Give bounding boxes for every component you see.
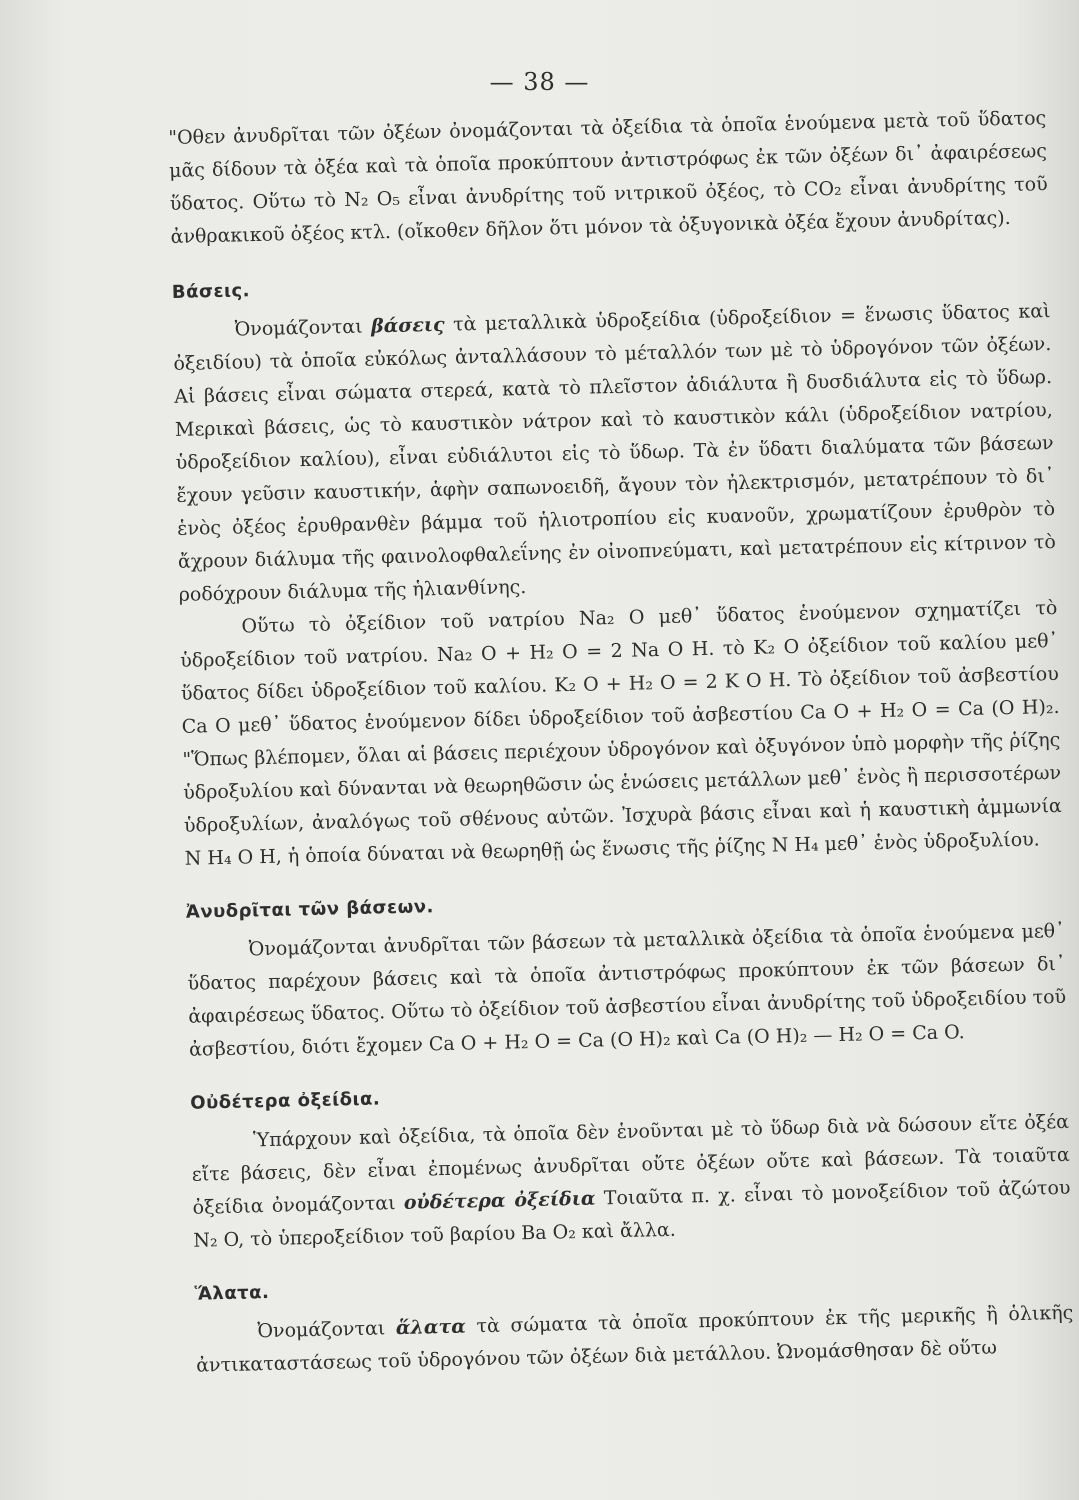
heading-bases: Βάσεις. [171,280,251,303]
page-body [168,102,1074,1383]
text-run: τὰ σώματα τὰ ὁποῖα προκύπτουν ἐκ τῆς μερικῆς ἢ ὁλικῆς ἀντικαταστάσεως τοῦ ὑδρογόνου τῶν ὀξέων διὰ μετάλλου. Ὠνομάσθησαν δὲ οὕτω [195,1301,1074,1377]
term-bases: βάσεις [370,313,445,338]
paragraph-anhydrites-of-acids: "Οθεν ἀνυδρῖται τῶν ὀξέων ὀνομάζονται τὰ ὀξείδια τὰ ὁποῖα ἑνούμενα μετὰ τοῦ ὕδατος μᾶς δίδουν τὰ ὀξέα καὶ τὰ ὁποῖα προκύπτουν ἀντιστρόφως ἐκ τῶν ὀξέων δι᾽ ἀφαιρέσεως ὕδατος. Οὕτω τὸ N₂ O₅ εἶναι ἀνυδρίτης τοῦ νιτρικοῦ ὀξέος, τὸ CO₂ εἶναι ἀνυδρίτης τοῦ ἀνθρακικοῦ ὀξέος κτλ. (οἴκοθεν δῆλον ὅτι μόνον τὰ ὀξυγονικὰ ὀξέα ἔχουν ἀνυδρίτας). [168,107,1048,248]
text-run: Ὑπάρχουν καὶ ὀξείδια, τὰ ὁποῖα δὲν ἑνοῦνται μὲ τὸ ὕδωρ διὰ νὰ δώσουν εἴτε ὀξέα εἴτε βάσεις, δὲν εἶναι ἐπομένως ἀνυδρῖται οὔτε ὀξέων οὔτε καὶ βάσεων. Τὰ τοιαῦτα ὀξείδια ὀνομάζονται [191,1110,1070,1219]
term-neutral-oxides: οὐδέτερα ὀξείδια [403,1187,596,1214]
heading-neutral-oxides: Οὐδέτερα ὀξείδια. [190,1088,381,1114]
paragraph-salts [195,1297,1074,1383]
page-number: — 38 — [489,68,590,96]
text-run: Τοιαῦτα π. χ. εἶναι τὸ μονοξείδιον τοῦ ἀζώτου N₂ O, τὸ ὑπεροξείδιον τοῦ βαρίου Ba O₂ καὶ ἄλλα. [193,1176,1071,1252]
heading-base-anhydrites: Ἀνυδρῖται τῶν βάσεων. [185,896,435,923]
paragraph-neutral-oxides [191,1106,1072,1258]
paragraph-bases-examples: Οὕτω τὸ ὀξείδιον τοῦ νατρίου Na₂ O μεθ᾽ ὕδατος ἑνούμενον σχηματίζει τὸ ὑδροξείδιον τοῦ νατρίου. Na₂ O + H₂ O = 2 Na O H. τὸ K₂ O ὀξείδιον τοῦ καλίου μεθ᾽ ὕδατος δίδει ὑδροξείδιον τοῦ καλίου. K₂ O + H₂ O = 2 K O H. Τὸ ὀξείδιον τοῦ ἀσβεστίου Ca O μεθ᾽ ὕδατος ἑνούμενον δίδει ὑδροξείδιον τοῦ ἀσβεστίου Ca O + H₂ O = Ca (O H)₂. "Ὅπως βλέπομεν, ὅλαι αἱ βάσεις περιέχουν ὑδρογόνον καὶ ὀξυγόνον ὑπὸ μορφὴν τῆς ῥίζης ὑδροξυλίου καὶ δύνανται νὰ θεωρηθῶσιν ὡς ἑνώσεις μετάλλων μεθ᾽ ἑνὸς ἢ περισσοτέρων ὑδροξυλίων, ἀναλόγως τοῦ σθένους αὐτῶν. Ἰσχυρὰ βάσις εἶναι καὶ ἡ καυστικὴ ἀμμωνία N H₄ O H, ἡ ὁποία δύναται νὰ θεωρηθῇ ὡς ἕνωσις τῆς ῥίζης N H₄ μεθ᾽ ἑνὸς ὑδροξυλίου. [179,596,1062,870]
text-run: τὰ μεταλλικὰ ὑδροξείδια (ὑδροξείδιον = ἕνωσις ὕδατος καὶ ὀξειδίου) τὰ ὁποῖα εὐκόλως ἀνταλλάσουν τὸ μέταλλόν των μὲ τὸ ὑδρογόνον τῶν ὀξέων. Αἱ βάσεις εἶναι σώματα στερεά, κατὰ τὸ πλεῖστον ἀδιάλυτα ἢ δυσδιάλυτα εἰς τὸ ὕδωρ. Μερικαὶ βάσεις, ὡς τὸ καυστικὸν νάτρον καὶ τὸ καυστικὸν κάλι (ὑδροξείδιον νατρίου, ὑδροξείδιον καλίου), εἶναι εὐδιάλυτοι εἰς τὸ ὕδωρ. Τὰ ἐν ὕδατι διαλύματα τῶν βάσεων ἔχουν γεῦσιν καυστικήν, ἁφὴν σαπωνοειδῆ, ἄγουν τὸν ἠλεκτρισμόν, μετατρέπουν τὸ δι᾽ ἑνὸς ὀξέος ἐρυθρανθὲν βάμμα τοῦ ἡλιοτροπίου εἰς κυανοῦν, χρωματίζουν ἐρυθρὸν τὸ ἄχρουν διάλυμα τῆς φαινολοφθαλεΐνης ἐν οἰνοπνεύματι, καὶ μετατρέπουν εἰς κίτρινον τὸ ροδόχρουν διάλυμα τῆς ἡλιανθίνης. [173,300,1057,606]
paragraph-base-anhydrites: Ὀνομάζονται ἀνυδρῖται τῶν βάσεων τὰ μεταλλικὰ ὀξείδια τὰ ὁποῖα ἑνούμενα μεθ᾽ ὕδατος παρέχουν βάσεις καὶ τὰ ὁποῖα ἀντιστρόφως προκύπτουν ἐκ τῶν βάσεων δι᾽ ἀφαιρέσεως ὕδατος. Οὕτω τὸ ὀξείδιον τοῦ ἀσβεστίου εἶναι ἀνυδρίτης τοῦ ὑδροξειδίου τοῦ ἀσβεστίου, διότι ἔχομεν Ca O + H₂ O = Ca (O H)₂ καὶ Ca (O H)₂ — H₂ O = Ca O. [187,919,1067,1061]
text-run: Ὀνομάζονται [234,315,372,341]
term-salts: ἅλατα [395,1315,467,1340]
text-run: Ὀνομάζονται [257,1317,397,1343]
heading-salts: Ἅλατα. [194,1282,270,1305]
paragraph-bases-definition [172,295,1057,612]
